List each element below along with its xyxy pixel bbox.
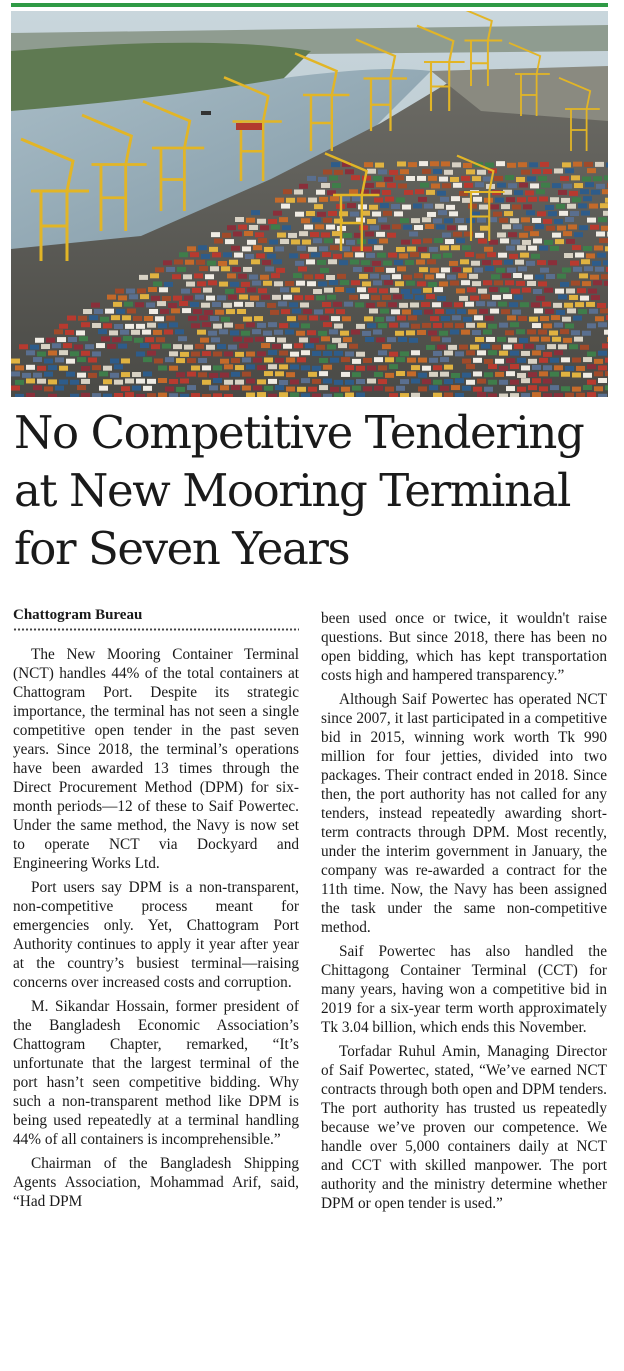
paragraph: Saif Powertec has also handled the Chittagong Container Terminal (CCT) for many years, having won a competitive bid in 2019 for a six-year term worth approximately Tk 3.04 billion, which ends this November. — [321, 943, 607, 1036]
paragraph: Port users say DPM is a non-transparent, non-competitive process meant for emergencies only. Yet, Chattogram Port Authority continues to apply it year after year at the country’s busiest terminal—raising concerns over increased costs and corruption. — [13, 879, 299, 991]
paragraph: Torfadar Ruhul Amin, Managing Director of Saif Powertec, stated, “We’ve earned NCT contracts through both open and DPM tenders. The port authority has trusted us repeatedly because we’ve proven our competence. We handle over 5,000 containers daily at NCT and CCT with skilled manpower. The port authority and the ministry determine whether DPM or open tender is used.” — [321, 1043, 607, 1212]
paragraph: Chairman of the Bangladesh Shipping Agents Association, Mohammad Arif, said, “Had DPM — [13, 1155, 299, 1210]
paragraph: The New Mooring Container Terminal (NCT) handles 44% of the total containers at Chattogram Port. Despite its strategic importance, the terminal has not seen a single competitive open tender in the past seven years. Since 2018, the terminal’s operations have been awarded 13 times through the Direct Procurement Method (DPM) for six-month periods—12 of these to Saif Powertec. Under the same method, the Navy is now set to operate NCT via Dockyard and Engineering Works Ltd. — [13, 646, 299, 872]
paragraph: been used once or twice, it wouldn't raise questions. But since 2018, there has been no open bidding, which has kept transportation costs high and hampered transparency.” — [321, 610, 607, 684]
headline-line: No Competitive Tendering — [14, 406, 584, 459]
headline-line: at New Mooring Terminal — [14, 464, 571, 517]
headline-line: for Seven Years — [14, 522, 350, 575]
port-photo — [11, 11, 608, 397]
byline: Chattogram Bureau — [13, 607, 143, 623]
top-rule — [11, 3, 608, 7]
headline — [14, 404, 614, 578]
paragraph: Although Saif Powertec has operated NCT since 2007, it last participated in a competitive bid in 2015, winning work worth Tk 990 million for four jetties, divided into two packages. Their contract ended in 2018. Since then, the port authority has not called for any tenders, instead repeatedly awarding short-term contracts through DPM. Most recently, under the interim government in January, the company was re-awarded a contract for the 11th time. Now, the Navy has been assigned the task under the same non-competitive method. — [321, 691, 607, 936]
dotted-divider — [13, 628, 299, 631]
article-column-right — [321, 609, 607, 1218]
paragraph: M. Sikandar Hossain, former president of the Bangladesh Economic Association’s Chattogram Chapter, remarked, “It’s unfortunate that the largest terminal of the port hasn’t seen competitive bidding. Why such a non-transparent method like DPM is being used repeatedly at a terminal handling 44% of all containers is incomprehensible.” — [13, 998, 299, 1148]
article-column-left — [13, 606, 299, 1216]
